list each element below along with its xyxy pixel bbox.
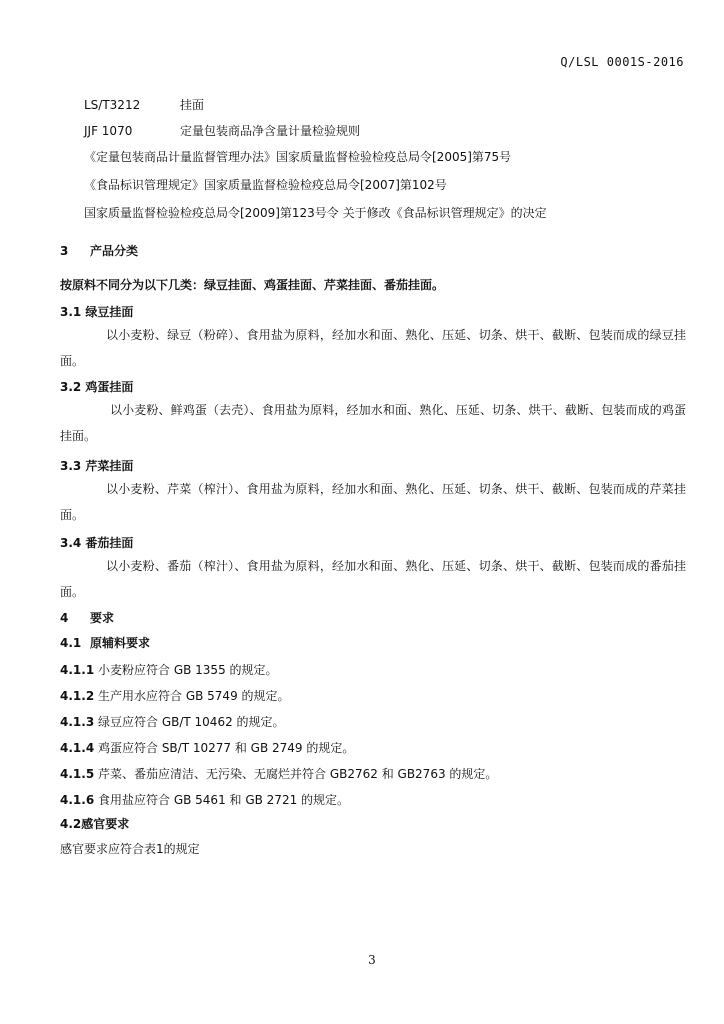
requirement-clause (60, 765, 497, 782)
standard-ref (84, 96, 204, 113)
requirement-clause (60, 713, 285, 730)
subsection-number: 4.1 (60, 636, 82, 650)
requirement-clause (60, 791, 349, 808)
requirement-clause (60, 687, 290, 704)
subsection-heading: 3.2 鸡蛋挂面 (60, 380, 134, 394)
subsection-heading: 3.3 芹菜挂面 (60, 459, 134, 473)
section-heading (60, 609, 114, 626)
standard-ref: 国家质量监督检验检疫总局令[2009]第123号令 关于修改《食品标识管理规定》的决定 (84, 206, 547, 220)
clause-number: 4.1.5 (60, 767, 95, 781)
section-number: 4 (60, 611, 69, 625)
subsection-heading (60, 634, 150, 651)
clause-number: 4.1.6 (60, 793, 95, 807)
subsection-heading: 3.4 番茄挂面 (60, 536, 134, 550)
section-title: 产品分类 (90, 244, 139, 258)
standard-code: JJF 1070 (84, 124, 133, 138)
standard-ref: 《食品标识管理规定》国家质量监督检验检疫总局令[2007]第102号 (84, 178, 447, 192)
subsection-title: 原辅料要求 (90, 636, 151, 650)
clause-text: 绿豆应符合 GB/T 10462 的规定。 (98, 715, 285, 729)
requirement-clause (60, 661, 278, 678)
subsection-body: 感官要求应符合表1的规定 (60, 842, 200, 856)
standard-ref: 《定量包装商品计量监督管理办法》国家质量监督检验检疫总局令[2005]第75号 (84, 150, 512, 164)
requirement-clause (60, 739, 354, 756)
clause-text: 芹菜、番茄应清洁、无污染、无腐烂并符合 GB2762 和 GB2763 的规定。 (98, 767, 498, 781)
subsection-body: 以小麦粉、绿豆（粉碎）、食用盐为原料，经加水和面、熟化、压延、切条、烘干、截断、包装而成的绿豆挂面。 (60, 328, 686, 368)
clause-number: 4.1.4 (60, 741, 95, 755)
page-number: 3 (368, 953, 376, 967)
section-title: 要求 (90, 611, 115, 625)
subsection-body: 以小麦粉、番茄（榨汁）、食用盐为原料，经加水和面、熟化、压延、切条、烘干、截断、包装而成的番茄挂面。 (60, 559, 686, 599)
clause-text: 鸡蛋应符合 SB/T 10277 和 GB 2749 的规定。 (98, 741, 355, 755)
section-heading (60, 242, 138, 259)
clause-text: 生产用水应符合 GB 5749 的规定。 (98, 689, 290, 703)
standard-title: 定量包装商品净含量计量检验规则 (180, 124, 361, 138)
classification-intro: 按原料不同分为以下几类：绿豆挂面、鸡蛋挂面、芹菜挂面、番茄挂面。 (60, 278, 445, 292)
section-number: 3 (60, 244, 69, 258)
subsection-body: 以小麦粉、鲜鸡蛋（去壳）、食用盐为原料，经加水和面、熟化、压延、切条、烘干、截断、包装而成的鸡蛋挂面。 (60, 403, 686, 443)
standard-ref (84, 122, 360, 139)
subsection-heading: 4.2感官要求 (60, 817, 130, 831)
clause-number: 4.1.3 (60, 715, 95, 729)
standard-title: 挂面 (180, 98, 205, 112)
document-code: Q/LSL 0001S-2016 (560, 55, 684, 69)
standard-code: LS/T3212 (84, 98, 141, 112)
subsection-body: 以小麦粉、芹菜（榨汁）、食用盐为原料，经加水和面、熟化、压延、切条、烘干、截断、包装而成的芹菜挂面。 (60, 482, 686, 522)
clause-text: 小麦粉应符合 GB 1355 的规定。 (98, 663, 278, 677)
clause-number: 4.1.1 (60, 663, 95, 677)
clause-text: 食用盐应符合 GB 5461 和 GB 2721 的规定。 (98, 793, 350, 807)
clause-number: 4.1.2 (60, 689, 95, 703)
subsection-heading: 3.1 绿豆挂面 (60, 305, 134, 319)
